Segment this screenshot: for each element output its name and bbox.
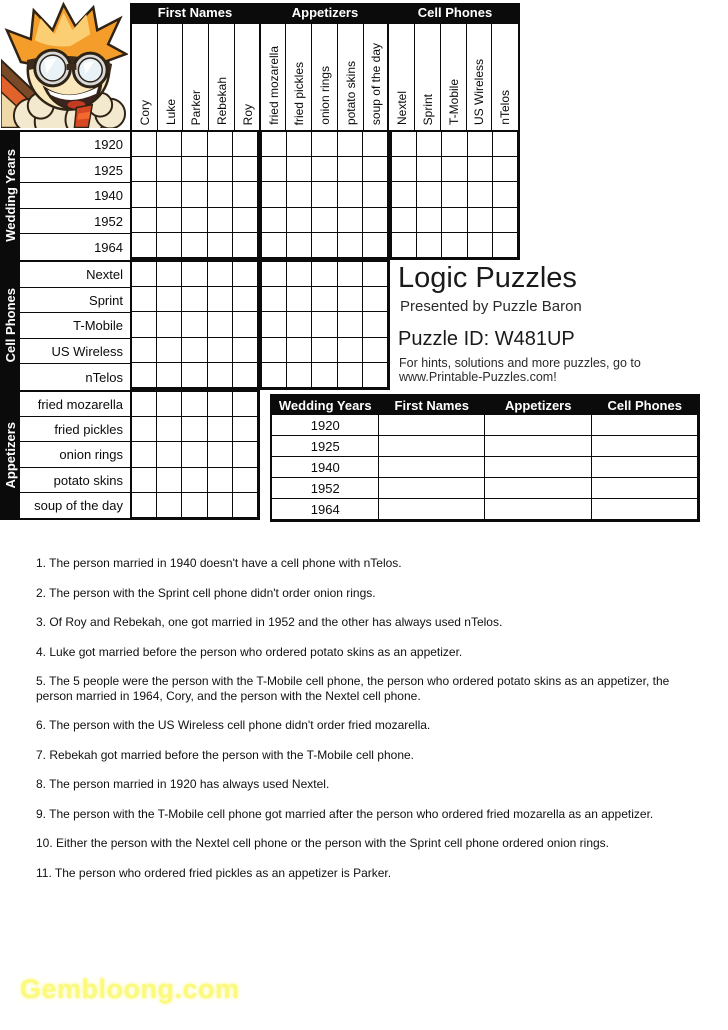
column-label: fried mozarella [261,24,287,130]
grid-cell[interactable] [287,312,312,337]
answer-year: 1952 [272,478,379,499]
answer-cell[interactable] [592,478,699,499]
clue: 9. The person with the T-Mobile cell phone got married after the person who ordered fried mozarella as an appetizer. [36,806,654,821]
grid-cell[interactable] [233,468,258,493]
grid-cell[interactable] [208,493,233,518]
grid-cell[interactable] [182,182,207,207]
grid-cell[interactable] [442,132,467,157]
grid-cell[interactable] [182,262,207,287]
grid-cell[interactable] [312,262,337,287]
grid-block-years-phones [390,130,520,260]
grid-cell[interactable] [312,233,337,258]
answer-cell[interactable] [485,436,592,457]
grid-cell[interactable] [132,363,157,388]
grid-cell[interactable] [468,157,493,182]
grid-cell[interactable] [208,182,233,207]
row-label: 1964 [94,239,123,255]
column-label: soup of the day [364,24,390,130]
grid-cell[interactable] [287,208,312,233]
clue: 7. Rebekah got married before the person with the T-Mobile cell phone. [36,747,414,762]
grid-cell[interactable] [312,363,337,388]
grid-cell[interactable] [233,363,258,388]
grid-cell[interactable] [363,363,388,388]
clue: 3. Of Roy and Rebekah, one got married in 1952 and the other has always used nTelos. [36,615,503,629]
answer-table-header [272,396,698,415]
grid-cell[interactable] [233,262,258,287]
grid-block-years-names [130,130,260,260]
grid-cell[interactable] [392,157,417,182]
grid-cell[interactable] [132,392,157,417]
answer-year: 1920 [272,415,379,436]
grid-cell[interactable] [262,208,287,233]
answer-cell[interactable] [592,457,699,478]
grid-cell[interactable] [208,287,233,312]
page-title: Logic Puzzles [398,262,577,294]
grid-cell[interactable] [363,338,388,363]
row-group-header-wedding-years: Wedding Years [0,130,20,260]
grid-cell[interactable] [233,442,258,467]
grid-cell[interactable] [363,262,388,287]
title-block [398,262,718,384]
grid-cell[interactable] [233,312,258,337]
grid-cell[interactable] [262,182,287,207]
grid-block-appetizers-names [130,390,260,520]
grid-cell[interactable] [182,392,207,417]
grid-cell[interactable] [157,442,182,467]
group-header-appetizers: Appetizers [291,5,359,20]
clue-list [36,556,702,895]
answer-header-cell-phones: Cell Phones [607,398,682,413]
grid-cell[interactable] [417,182,442,207]
hint-line-1: For hints, solutions and more puzzles, go to [399,356,641,370]
puzzle-id: Puzzle ID: W481UP [398,328,575,350]
grid-cell[interactable] [338,363,363,388]
row-labels-wedding-years [20,130,130,260]
grid-cell[interactable] [262,363,287,388]
grid-cell[interactable] [157,233,182,258]
grid-block-phones-names [130,260,260,390]
grid-cell[interactable] [208,442,233,467]
grid-cell[interactable] [287,132,312,157]
column-label: onion rings [312,24,338,130]
grid-cell[interactable] [338,182,363,207]
grid-cell[interactable] [208,392,233,417]
grid-cell[interactable] [208,338,233,363]
answer-year: 1940 [272,457,379,478]
grid-cell[interactable] [262,312,287,337]
grid-cell[interactable] [493,157,518,182]
answer-cell[interactable] [379,478,486,499]
grid-cell[interactable] [287,182,312,207]
grid-cell[interactable] [392,233,417,258]
grid-cell[interactable] [262,132,287,157]
grid-cell[interactable] [493,233,518,258]
clue: 4. Luke got married before the person who ordered potato skins as an appetizer. [36,644,463,659]
grid-cell[interactable] [363,157,388,182]
grid-cell[interactable] [287,287,312,312]
grid-cell[interactable] [132,132,157,157]
grid-cell[interactable] [392,182,417,207]
grid-cell[interactable] [417,208,442,233]
grid-cell[interactable] [338,157,363,182]
grid-cell[interactable] [182,233,207,258]
grid-cell[interactable] [182,468,207,493]
grid-cell[interactable] [233,338,258,363]
grid-cell[interactable] [233,287,258,312]
grid-cell[interactable] [132,442,157,467]
hint-url: www.Printable-Puzzles.com! [399,370,557,384]
clue: 2. The person with the Sprint cell phone didn't order onion rings. [36,585,376,600]
mascot-illustration [1,2,128,128]
grid-cell[interactable] [468,182,493,207]
row-label: T-Mobile [20,313,130,339]
grid-cell[interactable] [182,442,207,467]
grid-cell[interactable] [132,262,157,287]
grid-cell[interactable] [182,338,207,363]
grid-cell[interactable] [182,417,207,442]
grid-cell[interactable] [287,363,312,388]
grid-cell[interactable] [287,233,312,258]
grid-cell[interactable] [392,208,417,233]
column-label: potato skins [338,24,364,130]
grid-cell[interactable] [493,182,518,207]
answer-cell[interactable] [379,415,486,436]
grid-cell[interactable] [157,392,182,417]
grid-cell[interactable] [338,262,363,287]
grid-cell[interactable] [132,312,157,337]
grid-cell[interactable] [182,493,207,518]
grid-cell[interactable] [132,182,157,207]
grid-cell[interactable] [312,157,337,182]
grid-cell[interactable] [208,417,233,442]
grid-block-phones-appetizers [260,260,390,390]
grid-cell[interactable] [157,132,182,157]
clue: 11. The person who ordered fried pickles as an appetizer is Parker. [36,865,392,880]
answer-cell[interactable] [485,499,592,520]
grid-cell[interactable] [157,338,182,363]
grid-cell[interactable] [182,312,207,337]
grid-cell[interactable] [493,132,518,157]
answer-header-wedding-years: Wedding Years [278,398,372,413]
grid-cell[interactable] [233,208,258,233]
row-group-header-appetizers: Appetizers [0,390,20,520]
answer-table [270,394,700,522]
grid-cell[interactable] [208,468,233,493]
grid-cell[interactable] [363,208,388,233]
grid-cell[interactable] [157,182,182,207]
grid-cell[interactable] [182,287,207,312]
answer-cell[interactable] [592,436,699,457]
grid-cell[interactable] [363,312,388,337]
grid-cell[interactable] [157,312,182,337]
grid-cell[interactable] [468,233,493,258]
grid-cell[interactable] [392,132,417,157]
grid-cell[interactable] [182,208,207,233]
grid-cell[interactable] [262,233,287,258]
grid-cell[interactable] [208,262,233,287]
answer-cell[interactable] [485,415,592,436]
grid-cell[interactable] [157,287,182,312]
grid-cell[interactable] [182,132,207,157]
answer-year: 1925 [272,436,379,457]
row-label: 1952 [20,209,130,235]
grid-cell[interactable] [442,208,467,233]
grid-cell[interactable] [338,132,363,157]
row-label: Sprint [20,288,130,314]
column-label: Rebekah [209,24,235,130]
grid-cell[interactable] [287,157,312,182]
column-label: Cory [132,24,158,130]
grid-cell[interactable] [468,132,493,157]
subtitle: Presented by Puzzle Baron [400,298,582,315]
grid-cell[interactable] [182,157,207,182]
grid-cell[interactable] [442,157,467,182]
grid-cell[interactable] [312,287,337,312]
column-label: T-Mobile [441,24,467,130]
grid-cell[interactable] [417,132,442,157]
grid-cell[interactable] [233,493,258,518]
row-label: fried pickles [20,417,130,442]
answer-header-first-names: First Names [394,398,469,413]
row-label: potato skins [20,468,130,493]
grid-cell[interactable] [132,468,157,493]
grid-cell[interactable] [338,233,363,258]
grid-cell[interactable] [338,312,363,337]
grid-cell[interactable] [262,157,287,182]
grid-cell[interactable] [287,338,312,363]
answer-year: 1964 [272,499,379,520]
column-label: US Wireless [467,24,493,130]
answer-cell[interactable] [485,478,592,499]
column-group-header-band [130,3,520,22]
clue: 1. The person married in 1940 doesn't have a cell phone with nTelos. [36,556,402,570]
group-header-cell-phones: Cell Phones [417,5,493,20]
grid-cell[interactable] [157,262,182,287]
grid-cell[interactable] [312,338,337,363]
row-label: Nextel [20,262,130,288]
row-label: 1925 [20,158,130,184]
grid-cell[interactable] [132,157,157,182]
grid-cell[interactable] [262,287,287,312]
grid-cell[interactable] [363,132,388,157]
grid-cell[interactable] [208,312,233,337]
grid-cell[interactable] [132,417,157,442]
grid-cell[interactable] [182,363,207,388]
column-label: Nextel [389,24,415,130]
grid-cell[interactable] [338,338,363,363]
grid-cell[interactable] [208,363,233,388]
grid-cell[interactable] [442,233,467,258]
column-labels [130,22,520,130]
grid-cell[interactable] [363,233,388,258]
grid-block-years-appetizers [260,130,390,260]
grid-cell[interactable] [233,157,258,182]
column-label: Sprint [415,24,441,130]
grid-cell[interactable] [233,233,258,258]
grid-cell[interactable] [417,157,442,182]
column-label: Roy [235,24,261,130]
grid-cell[interactable] [208,132,233,157]
answer-cell[interactable] [379,499,486,520]
row-labels-appetizers [20,390,130,520]
grid-cell[interactable] [157,208,182,233]
answer-cell[interactable] [592,415,699,436]
answer-cell[interactable] [379,436,486,457]
grid-cell[interactable] [233,392,258,417]
answer-cell[interactable] [485,457,592,478]
grid-cell[interactable] [132,493,157,518]
row-group-header-cell-phones: Cell Phones [0,260,20,390]
grid-cell[interactable] [157,363,182,388]
answer-cell[interactable] [592,499,699,520]
grid-cell[interactable] [208,157,233,182]
grid-cell[interactable] [338,287,363,312]
clue: 8. The person married in 1920 has always used Nextel. [36,777,330,791]
grid-cell[interactable] [312,132,337,157]
row-label: soup of the day [34,497,123,513]
grid-cell[interactable] [468,208,493,233]
grid-cell[interactable] [493,208,518,233]
column-label: Parker [183,24,209,130]
row-labels-cell-phones [20,260,130,390]
grid-cell[interactable] [262,262,287,287]
grid-cell[interactable] [208,208,233,233]
grid-cell[interactable] [312,182,337,207]
grid-cell[interactable] [132,233,157,258]
row-label: US Wireless [20,339,130,365]
column-label: nTelos [498,90,513,125]
grid-cell[interactable] [132,338,157,363]
column-label: fried pickles [286,24,312,130]
grid-cell[interactable] [157,157,182,182]
row-label: onion rings [20,442,130,467]
watermark: Gembloong.com [20,974,240,1004]
answer-cell[interactable] [379,457,486,478]
clue: 6. The person with the US Wireless cell phone didn't order fried mozarella. [36,718,431,732]
column-label: Luke [158,24,184,130]
answer-header-appetizers: Appetizers [505,398,572,413]
clue: 5. The 5 people were the person with the T-Mobile cell phone, the person who ordered potato skins as an appetizer, the person married in 1964, Cory, and the person with the Nextel cell phone. [36,674,670,703]
grid-cell[interactable] [233,417,258,442]
grid-cell[interactable] [442,182,467,207]
grid-cell[interactable] [338,208,363,233]
grid-cell[interactable] [312,312,337,337]
grid-cell[interactable] [157,493,182,518]
row-label: nTelos [85,369,123,385]
grid-cell[interactable] [363,182,388,207]
grid-cell[interactable] [132,287,157,312]
row-label: 1940 [20,183,130,209]
grid-cell[interactable] [262,338,287,363]
grid-cell[interactable] [233,182,258,207]
answer-table-body [272,415,698,520]
grid-cell[interactable] [287,262,312,287]
grid-cell[interactable] [363,287,388,312]
grid-cell[interactable] [208,233,233,258]
row-label: 1920 [20,132,130,158]
grid-cell[interactable] [157,468,182,493]
grid-cell[interactable] [132,208,157,233]
grid-cell[interactable] [312,208,337,233]
clue: 10. Either the person with the Nextel cell phone or the person with the Sprint cell phone ordered onion rings. [36,836,610,850]
grid-cell[interactable] [233,132,258,157]
group-header-first-names: First Names [157,5,233,20]
grid-cell[interactable] [417,233,442,258]
grid-cell[interactable] [157,417,182,442]
row-label: fried mozarella [20,392,130,417]
